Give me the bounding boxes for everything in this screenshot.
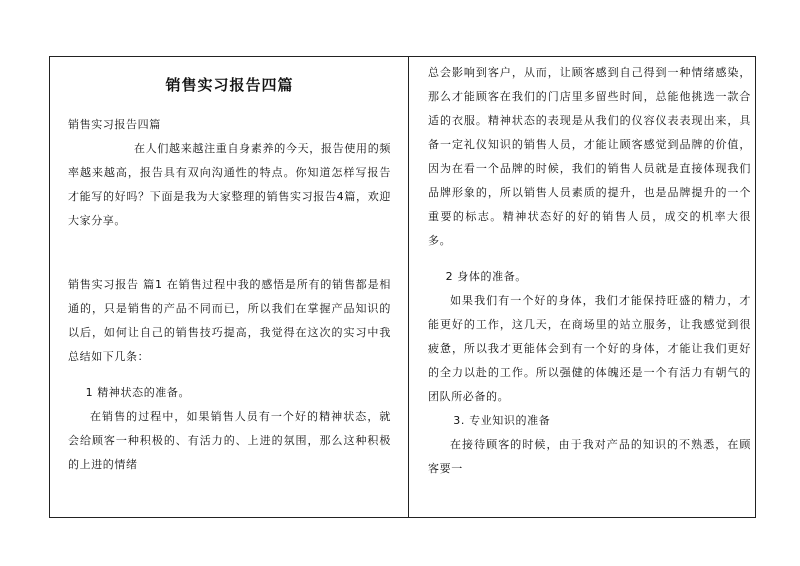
document-title: 销售实习报告四篇 [165,76,294,94]
item2-body: 如果我们有一个好的身体，我们才能保持旺盛的精力，才能更好的工作，这几天，在商场里的站立服务，让我感觉到很疲惫，所以我才更能体会到有一个好的身体，才能让我们更好的全力以赴的工作。所以强健的体魄还是一个有活力有朝气的团队所必备的。 [428,294,751,403]
item3-body: 在接待顾客的时候，由于我对产品的知识的不熟悉，在顾客要一 [428,438,751,475]
page-frame [49,56,756,518]
item2-heading: 2 身体的准备。 [445,270,527,283]
right-paragraph-1: 总会影响到客户，从而，让顾客感到自己得到一种情绪感染，那么才能顾客在我们的门店里多留些时间，总能他挑选一款合适的衣服。精神状态的表现是从我们的仪容仪表表现出来，具备一定礼仪知识的销售人员，才能让顾客感觉到品牌的价值，因为在看一个品牌的时候，我们的销售人员就是直接体现我们品牌形象的，所以销售人员素质的提升，也是品牌提升的一个重要的标志。精神状态好的好的销售人员，成交的机率大很多。 [428,66,751,247]
item1-body: 在销售的过程中，如果销售人员有一个好的精神状态，就会给顾客一种积极的、有活力的、上进的氛围，那么这种积极的上进的情绪 [68,410,391,471]
item3-heading: 3. 专业知识的准备 [453,414,551,427]
right-column [416,57,757,517]
section1-intro-paragraph: 销售实习报告 篇1 在销售过程中我的感悟是所有的销售都是相通的，只是销售的产品不同而已，所以我们在掌握产品知识的以后，如何让自己的销售技巧提高，我觉得在这次的实习中我总结如下几条： [68,278,391,363]
column-divider [408,57,409,517]
left-column [50,57,401,517]
document-subtitle: 销售实习报告四篇 [68,118,161,131]
intro-paragraph: 在人们越来越注重自身素养的今天，报告使用的频率越来越高，报告具有双向沟通性的特点。你知道怎样写报告才能写的好吗？下面是我为大家整理的销售实习报告4篇，欢迎大家分享。 [68,142,391,227]
item1-heading: 1 精神状态的准备。 [85,386,191,399]
